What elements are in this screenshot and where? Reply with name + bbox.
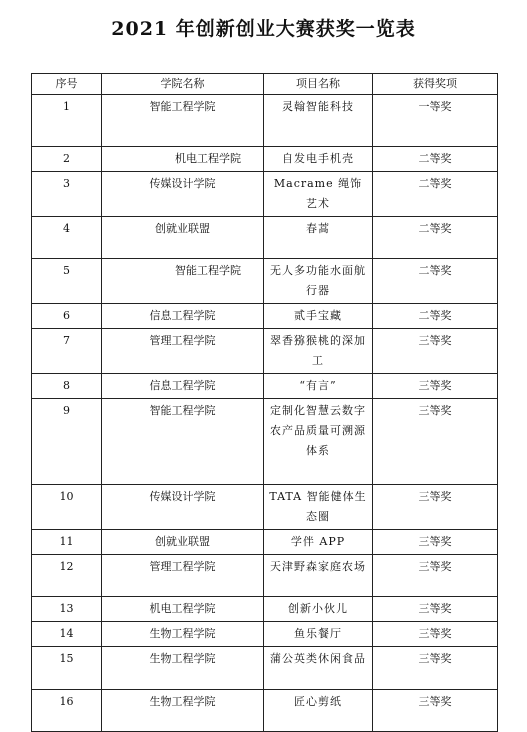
row-award: 三等奖 — [373, 485, 498, 530]
row-project: 翠香猕猴桃的深加工 — [264, 329, 373, 374]
row-award: 三等奖 — [373, 329, 498, 374]
row-award: 三等奖 — [373, 647, 498, 690]
document-title: 2021 年创新创业大赛获奖一览表 — [111, 18, 416, 40]
table-row — [32, 147, 498, 172]
row-number: 4 — [32, 217, 102, 259]
header-project: 项目名称 — [264, 74, 373, 95]
row-college: 智能工程学院 — [102, 95, 264, 147]
row-project: 定制化智慧云数字农产品质量可溯源体系 — [264, 399, 373, 485]
row-project: TATA 智能健体生态圈 — [264, 485, 373, 530]
table-row — [32, 555, 498, 597]
row-award: 三等奖 — [373, 622, 498, 647]
table-row — [32, 304, 498, 329]
row-college: 智能工程学院 — [102, 259, 264, 304]
row-project: Macrame 绳饰艺术 — [264, 172, 373, 217]
row-award: 二等奖 — [373, 304, 498, 329]
row-number: 12 — [32, 555, 102, 597]
row-college: 传媒设计学院 — [102, 485, 264, 530]
table-row — [32, 622, 498, 647]
row-number: 14 — [32, 622, 102, 647]
row-college: 管理工程学院 — [102, 329, 264, 374]
row-project: 学伴 APP — [264, 530, 373, 555]
row-award: 三等奖 — [373, 374, 498, 399]
row-college: 信息工程学院 — [102, 304, 264, 329]
row-project: 春蒿 — [264, 217, 373, 259]
table-row — [32, 329, 498, 374]
header-college: 学院名称 — [102, 74, 264, 95]
row-project: 创新小伙儿 — [264, 597, 373, 622]
row-college: 机电工程学院 — [102, 147, 264, 172]
row-award: 二等奖 — [373, 259, 498, 304]
row-college: 生物工程学院 — [102, 647, 264, 690]
row-college: 创就业联盟 — [102, 217, 264, 259]
row-award: 二等奖 — [373, 217, 498, 259]
row-number: 16 — [32, 690, 102, 732]
row-number: 5 — [32, 259, 102, 304]
table-row — [32, 95, 498, 147]
row-award: 三等奖 — [373, 555, 498, 597]
row-number: 11 — [32, 530, 102, 555]
header-award: 获得奖项 — [373, 74, 498, 95]
row-number: 3 — [32, 172, 102, 217]
row-number: 2 — [32, 147, 102, 172]
row-college: 生物工程学院 — [102, 690, 264, 732]
table-header-row — [32, 74, 498, 95]
row-number: 10 — [32, 485, 102, 530]
table-row — [32, 597, 498, 622]
row-number: 1 — [32, 95, 102, 147]
header-number: 序号 — [32, 74, 102, 95]
table-row — [32, 647, 498, 690]
table-row — [32, 399, 498, 485]
row-project: 自发电手机壳 — [264, 147, 373, 172]
row-project: 无人多功能水面航行器 — [264, 259, 373, 304]
table-row — [32, 172, 498, 217]
row-college: 传媒设计学院 — [102, 172, 264, 217]
row-number: 9 — [32, 399, 102, 485]
row-number: 15 — [32, 647, 102, 690]
row-college: 管理工程学院 — [102, 555, 264, 597]
row-project: 匠心剪纸 — [264, 690, 373, 732]
table-row — [32, 530, 498, 555]
row-number: 13 — [32, 597, 102, 622]
table-row — [32, 217, 498, 259]
row-project: “有言” — [264, 374, 373, 399]
awards-table — [31, 73, 498, 732]
table-row — [32, 374, 498, 399]
row-college: 信息工程学院 — [102, 374, 264, 399]
row-number: 7 — [32, 329, 102, 374]
row-award: 二等奖 — [373, 172, 498, 217]
row-award: 三等奖 — [373, 399, 498, 485]
row-college: 创就业联盟 — [102, 530, 264, 555]
row-project: 贰手宝藏 — [264, 304, 373, 329]
row-number: 6 — [32, 304, 102, 329]
row-college: 智能工程学院 — [102, 399, 264, 485]
row-award: 一等奖 — [373, 95, 498, 147]
row-award: 三等奖 — [373, 690, 498, 732]
row-project: 蒲公英类休闲食品 — [264, 647, 373, 690]
table-row — [32, 485, 498, 530]
row-award: 三等奖 — [373, 530, 498, 555]
table-row — [32, 259, 498, 304]
row-number: 8 — [32, 374, 102, 399]
row-award: 二等奖 — [373, 147, 498, 172]
table-row — [32, 690, 498, 732]
row-college: 生物工程学院 — [102, 622, 264, 647]
row-project: 灵翰智能科技 — [264, 95, 373, 147]
row-project: 鱼乐餐厅 — [264, 622, 373, 647]
row-college: 机电工程学院 — [102, 597, 264, 622]
row-award: 三等奖 — [373, 597, 498, 622]
row-project: 天津野森家庭农场 — [264, 555, 373, 597]
